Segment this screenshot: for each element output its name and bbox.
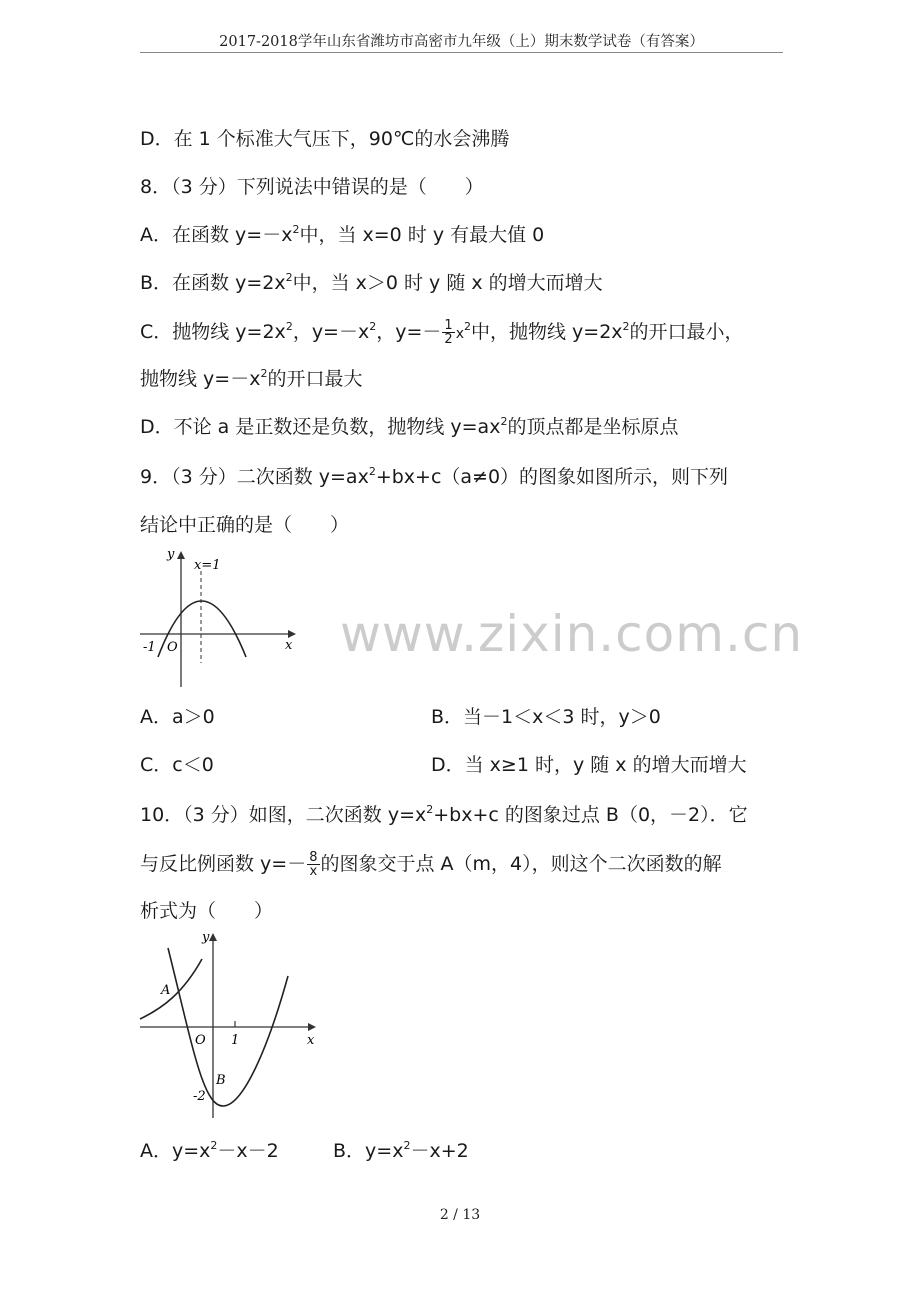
q10-stem-cont2: 析式为（ ） bbox=[140, 900, 274, 922]
x-axis-arrow bbox=[288, 630, 296, 638]
q8-option-c-cont: 抛物线 $y=-x^2$的开口最大 bbox=[140, 367, 363, 390]
q7-option-d: D．在 1 个标准大气压下，90℃的水会沸腾 bbox=[140, 128, 510, 150]
q8-option-a: A．在函数 $y=-x^2$中，当 x=0 时 y 有最大值 0 bbox=[140, 223, 545, 246]
q8-stem: 8．（3 分）下列说法中错误的是（ ） bbox=[140, 176, 484, 198]
symmetry-label: x=1 bbox=[194, 558, 221, 573]
neg-two-label: -2 bbox=[193, 1089, 206, 1104]
q9-option-c: C．c＜0 bbox=[140, 754, 214, 776]
y-label: y bbox=[202, 930, 210, 945]
watermark: www.zixin.com.cn bbox=[340, 605, 804, 663]
q8-option-b: B．在函数 $y=2x^2$中，当 x＞0 时 y 随 x 的增大而增大 bbox=[140, 271, 603, 294]
x-label: x bbox=[307, 1033, 315, 1048]
header-divider bbox=[140, 52, 783, 53]
origin-label: O bbox=[167, 640, 178, 655]
q9-stem: 9．（3 分）二次函数 $y=ax^2+bx+c(a\ne 0)$的图象如图所示，则下列 bbox=[140, 465, 729, 488]
q10-graph bbox=[138, 928, 320, 1120]
document-header: 2017-2018学年山东省潍坊市高密市九年级（上）期末数学试卷（有答案） bbox=[219, 34, 704, 50]
neg-one-label: -1 bbox=[143, 640, 156, 655]
x-label: x bbox=[285, 638, 293, 653]
q10-option-a: A．$y=x^2-x-2$ bbox=[140, 1139, 279, 1162]
x-axis-arrow bbox=[308, 1023, 316, 1031]
one-label: 1 bbox=[231, 1033, 240, 1048]
q10-stem: 10．（3 分）如图，二次函数 $y=x^2+bx+c$ 的图象过点 B（0，－2）．它 bbox=[140, 803, 748, 826]
hyperbola-curve bbox=[140, 959, 202, 1019]
q10-option-b: B．$y=x^2-x+2$ bbox=[333, 1139, 469, 1162]
point-b-label: B bbox=[216, 1073, 226, 1088]
page-number: 2 / 13 bbox=[439, 1207, 481, 1223]
q9-option-b: B．当－1＜x＜3 时，y＞0 bbox=[431, 706, 661, 728]
q9-option-a: A．a＞0 bbox=[140, 706, 215, 728]
q9-option-d: D．当 x≥1 时，y 随 x 的增大而增大 bbox=[431, 754, 747, 776]
y-label: y bbox=[167, 547, 175, 562]
point-a-label: A bbox=[161, 983, 171, 998]
y-axis-arrow bbox=[209, 933, 217, 941]
q8-option-c: C．抛物线 $y=2x^2$，$y=-x^2$，y=－ $\frac{1}{2}$ $x^2$中，抛物线 $y=2x^2$的开口最小， bbox=[140, 318, 744, 347]
q9-parabola-graph bbox=[138, 545, 300, 690]
origin-label: O bbox=[195, 1033, 206, 1048]
q9-stem-cont: 结论中正确的是（ ） bbox=[140, 514, 350, 536]
q10-stem-cont: 与反比例函数 y=－ $\frac{8}{x}$ 的图象交于点 A（m，4），则这个二次函数的解 bbox=[140, 850, 722, 879]
fraction-eight-over-x: $\frac{8}{x}$ bbox=[309, 850, 318, 879]
fraction-one-half: $\frac{1}{2}$ bbox=[444, 318, 453, 347]
q8-option-d: D．不论 a 是正数还是负数，抛物线 $y=ax^2$的顶点都是坐标原点 bbox=[140, 415, 679, 438]
y-axis-arrow bbox=[177, 551, 185, 559]
